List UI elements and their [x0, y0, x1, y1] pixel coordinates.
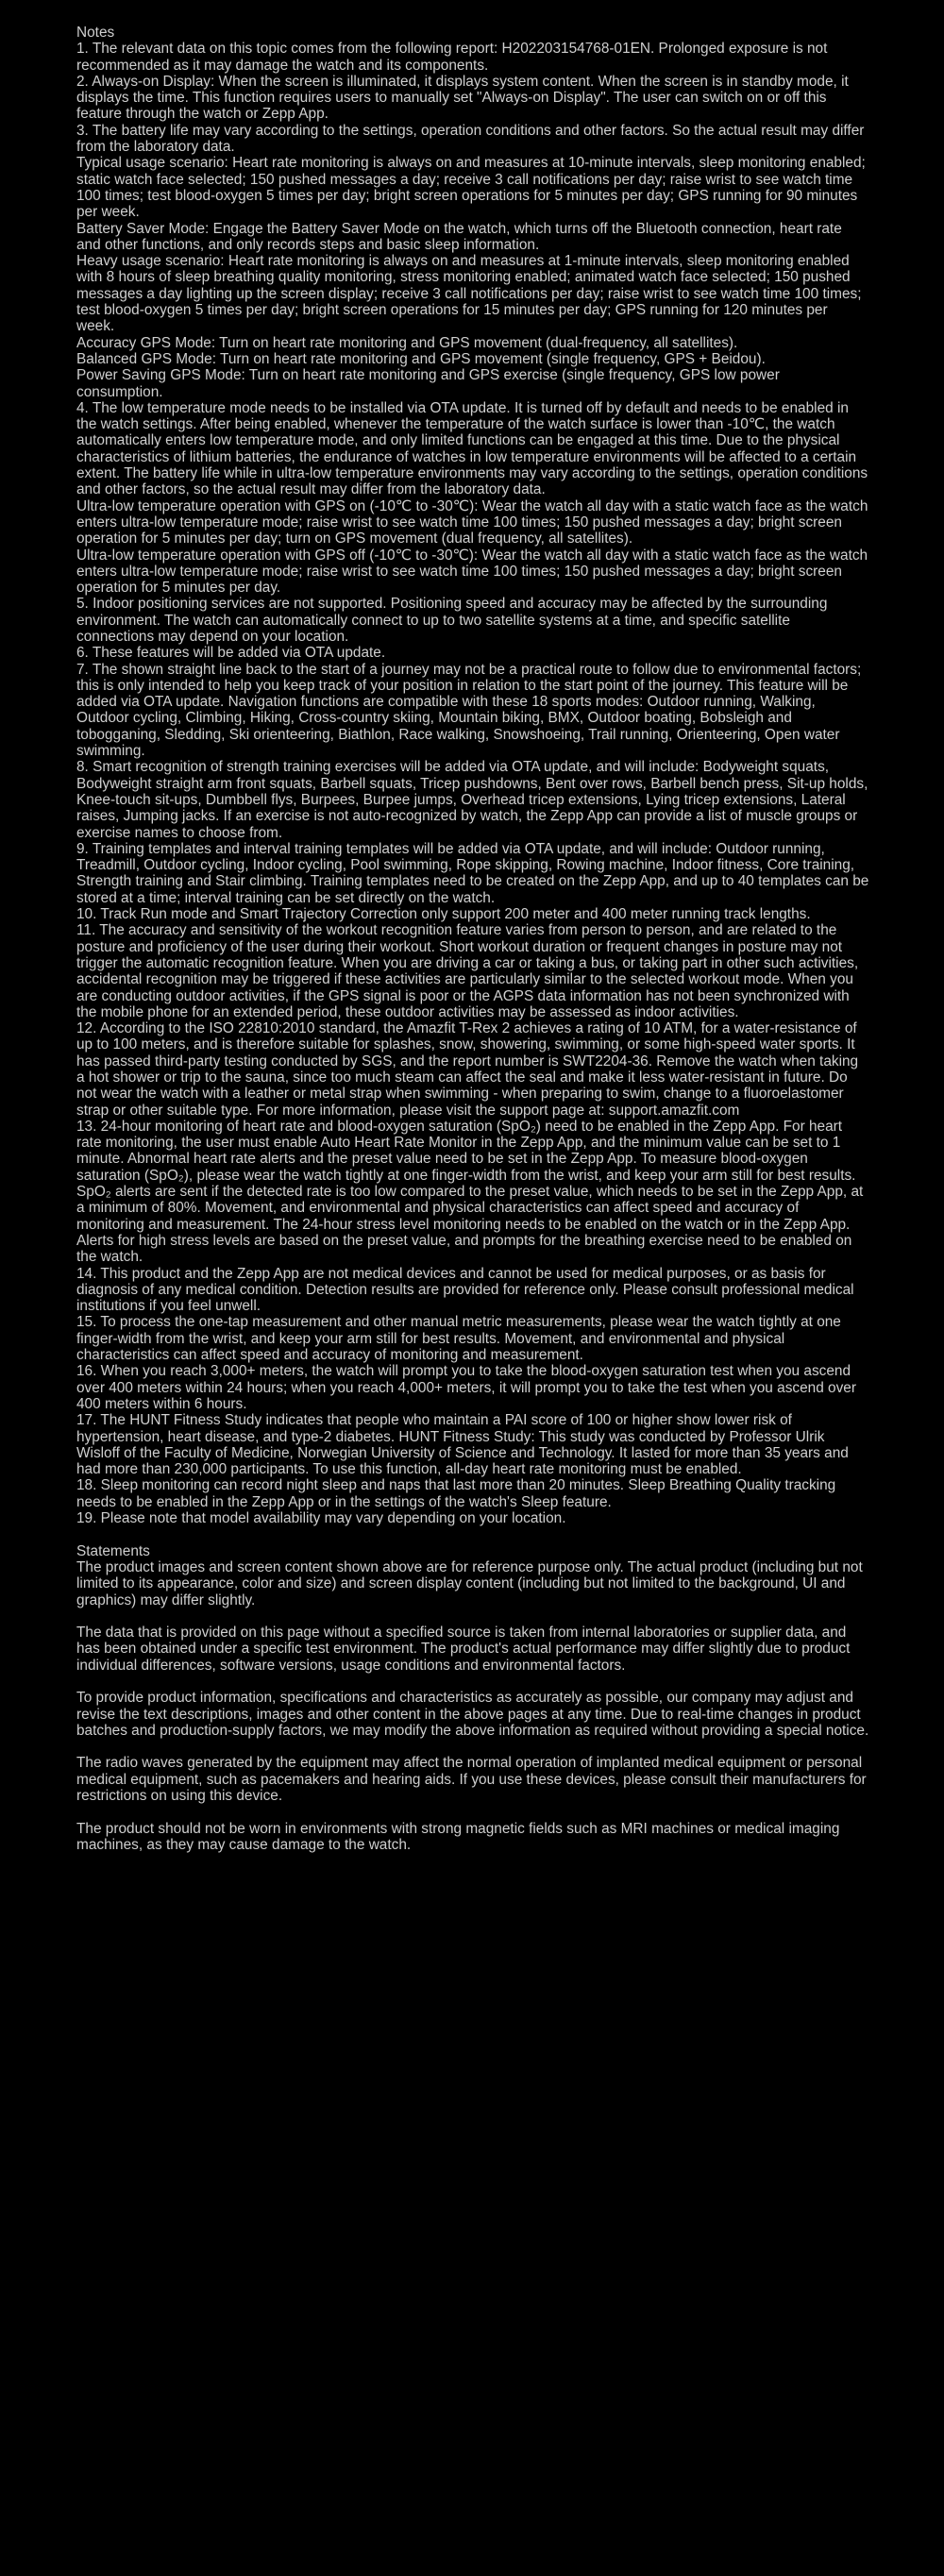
statement-1: The product images and screen content shown above are for reference purpose only. The actual product (including but not limited to its appearance, color and size) and screen display content (including but not limited to the background, UI and graphics) may differ slightly. [76, 1558, 863, 1608]
note-heavy-usage: Heavy usage scenario: Heart rate monitoring is always on and measures at 1-minute intervals, sleep monitoring enabled with 8 hours of sleep breathing quality monitoring, stress monitoring enabled; animated watch face selected; 150 pushed messages a day lighting up the screen display; receive 3 call notifications per day; raise wrist to see watch time 100 times; test blood-oxygen 5 times per day; bright screen operations for 15 minutes per day; GPS running for 120 minutes per week. [76, 253, 862, 335]
note-battery-saver: Battery Saver Mode: Engage the Battery Saver Mode on the watch, which turns off the Bluetooth connection, heart rate and other functions, and only records steps and basic sleep information. [76, 220, 842, 253]
note-7: 7. The shown straight line back to the start of a journey may not be a practical route to follow due to environmental factors; this is only intended to help you keep track of your position in relation to the start point of the journey. This feature will be added via OTA update. Navigation functions are compatible with these 18 sports modes: Outdoor running, Walking, Outdoor cycling, Climbing, Hiking, Cross-country skiing, Mountain biking, BMX, Outdoor boating, Bobsleigh and tobogganing, Sledding, Ski orienteering, Biathlon, Race walking, Snowshoeing, Trail running, Orienteering, Open water swimming. [76, 661, 862, 760]
paragraph-spacer [76, 1804, 869, 1820]
note-power-saving-gps: Power Saving GPS Mode: Turn on heart rate monitoring and GPS exercise (single frequency, GPS low power consumption. [76, 367, 780, 400]
note-typical-usage: Typical usage scenario: Heart rate monitoring is always on and measures at 10-minute intervals, sleep monitoring enabled; static watch face selected; 150 pushed messages a day; receive 3 call notifications per day; raise wrist to see watch time 100 times; test blood-oxygen 5 times per day; bright screen operations for 5 minutes per day; GPS running for 90 minutes per week. [76, 155, 866, 221]
note-ultra-low-gps-on: Ultra-low temperature operation with GPS on (-10℃ to -30℃): Wear the watch all day with a static watch face as the watch enters ultra-low temperature mode; raise wrist to see watch time 100 times; 150 pushed messages a day; bright screen operation for 5 minutes per day; turn on GPS movement (dual frequency, all satellites). [76, 497, 868, 547]
note-15: 15. To process the one-tap measurement and other manual metric measurements, please wear the watch tightly at one finger-width from the wrist, and keep your arm still for best results. Movement, and environmental and physical characteristics can affect speed and accuracy of monitoring and measurement. [76, 1314, 841, 1364]
note-3: 3. The battery life may vary according to the settings, operation conditions and other factors. So the actual result may differ from the laboratory data. [76, 122, 865, 156]
note-2: 2. Always-on Display: When the screen is illuminated, it displays system content. When the screen is in standby mode, it displays the time. This function requires users to manually set "Always-on Display". The user can switch on or off this feature through the watch or Zepp App. [76, 73, 849, 123]
note-14: 14. This product and the Zepp App are not medical devices and cannot be used for medical purposes, or as basis for diagnosis of any medical condition. Detection results are provided for reference only. Please consult professional medical institutions if you feel unwell. [76, 1265, 854, 1315]
note-13: 13. 24-hour monitoring of heart rate and blood-oxygen saturation (SpO₂) need to be enabled in the Zepp App. For heart rate monitoring, the user must enable Auto Heart Rate Monitor in the Zepp App, and the minimum value can be set to 1 minute. Abnormal heart rate alerts and the preset value need to be set in the Zepp App. To measure blood-oxygen saturation (SpO₂), please wear the watch tightly at one finger-width from the wrist, and keep your arm still for best results. SpO₂ alerts are sent if the detected rate is too low compared to the preset value, which needs to be set in the Zepp App, at a minimum of 80%. Movement, and environmental and physical characteristics can affect speed and accuracy of monitoring and measurement. The 24-hour stress level monitoring needs to be enabled on the watch or in the Zepp App. Alerts for high stress levels are based on the preset value, and prompts for the breathing exercise need to be enabled on the watch. [76, 1118, 864, 1266]
note-1: 1. The relevant data on this topic comes from the following report: H202203154768-01EN. Prolonged exposure is not recommended as it may damage the watch and its components. [76, 41, 828, 74]
note-balanced-gps: Balanced GPS Mode: Turn on heart rate monitoring and GPS movement (single frequency, GPS + Beidou). [76, 350, 766, 367]
paragraph-spacer [76, 1608, 869, 1625]
note-6: 6. These features will be added via OTA update. [76, 645, 386, 662]
notes-section [76, 25, 869, 1526]
note-8: 8. Smart recognition of strength training exercises will be added via OTA update, and will include: Bodyweight squats, Bodyweight straight arm front squats, Barbell squats, Tricep pushdowns, Bent over rows, Barbell bench press, Sit-up holds, Knee-touch sit-ups, Dumbbell flys, Burpees, Burpee jumps, Overhead tricep extensions, Lying tricep extensions, Lateral raises, Jumping jacks. If an exercise is not auto-recognized by watch, the Zepp App can provide a list of muscle groups or exercise names to choose from. [76, 759, 868, 841]
statements-section [76, 1543, 869, 1854]
note-4: 4. The low temperature mode needs to be installed via OTA update. It is turned off by default and needs to be enabled in the watch settings. After being enabled, whenever the temperature of the watch surface is lower than -10℃, the watch automatically enters low temperature mode, and only limited functions can be engaged at this time. Due to the physical characteristics of lithium batteries, the endurance of watches in low temperature environments will be affected to a certain extent. The battery life while in ultra-low temperature environments may vary according to the settings, operation conditions and other factors, so the actual result may differ from the laboratory data. [76, 399, 868, 498]
paragraph-spacer [76, 1674, 869, 1690]
paragraph-spacer [76, 1739, 869, 1755]
note-10: 10. Track Run mode and Smart Trajectory Correction only support 200 meter and 400 meter running track lengths. [76, 906, 811, 923]
note-5: 5. Indoor positioning services are not supported. Positioning speed and accuracy may be affected by the surrounding environment. The watch can automatically connect to up to two satellite systems at a time, and specific satellite connections may depend on your location. [76, 596, 828, 645]
note-accuracy-gps: Accuracy GPS Mode: Turn on heart rate monitoring and GPS movement (dual-frequency, all satellites). [76, 334, 738, 351]
note-12: 12. According to the ISO 22810:2010 standard, the Amazfit T-Rex 2 achieves a rating of 10 ATM, for a water-resistance of up to 100 meters, and is therefore suitable for splashes, snow, showering, swimming, or some high-speed water sports. It has passed third-party testing conducted by SGS, and the report number is SWT2204-36. Remove the watch when taking a hot shower or trip to the sauna, since too much steam can affect the seal and make it less water-resistant in future. Do not wear the watch with a leather or metal strap when swimming - when preparing to swim, change to a fluoroelastomer strap or other suitable type. For more information, please visit the support page at: support.amazfit.com [76, 1020, 859, 1119]
note-19: 19. Please note that model availability may vary depending on your location. [76, 1510, 566, 1527]
note-17: 17. The HUNT Fitness Study indicates that people who maintain a PAI score of 100 or higher show lower risk of hypertension, heart disease, and type-2 diabetes. HUNT Fitness Study: This study was conducted by Professor Ulrik Wisloff of the Faculty of Medicine, Norwegian University of Science and Technology. It lasted for more than 35 years and had more than 230,000 participants. To use this function, all-day heart rate monitoring must be enabled. [76, 1412, 849, 1478]
notes-heading: Notes [76, 25, 115, 41]
notes-document [76, 25, 869, 1853]
statements-heading: Statements [76, 1542, 150, 1559]
statement-5: The product should not be worn in environments with strong magnetic fields such as MRI machines or medical imaging machines, as they may cause damage to the watch. [76, 1820, 840, 1853]
note-ultra-low-gps-off: Ultra-low temperature operation with GPS off (-10℃ to -30℃): Wear the watch all day with a static watch face as the watch enters ultra-low temperature mode; raise wrist to see watch time 100 times; 150 pushed messages a day; bright screen operation for 5 minutes per day. [76, 547, 868, 597]
section-spacer [76, 1526, 869, 1542]
statement-2: The data that is provided on this page without a specified source is taken from internal laboratories or supplier data, and has been obtained under a specific test environment. The product's actual performance may differ slightly due to product individual differences, software versions, usage conditions and environmental factors. [76, 1625, 851, 1674]
note-9: 9. Training templates and interval training templates will be added via OTA update, and will include: Outdoor running, Treadmill, Outdoor cycling, Indoor cycling, Pool swimming, Rope skipping, Rowing machine, Indoor fitness, Core training, Strength training and Stair climbing. Training templates need to be created on the Zepp App, and up to 40 templates can be stored at a time; interval training can be set directly on the watch. [76, 840, 869, 906]
note-16: 16. When you reach 3,000+ meters, the watch will prompt you to take the blood-oxygen saturation test when you ascend over 400 meters within 24 hours; when you reach 4,000+ meters, it will prompt you to take the test when you ascend over 400 meters within 6 hours. [76, 1363, 856, 1412]
statement-4: The radio waves generated by the equipment may affect the normal operation of implanted medical equipment or personal medical equipment, such as pacemakers and hearing aids. If you use these devices, please consult their manufacturers for restrictions on using this device. [76, 1755, 867, 1805]
note-11: 11. The accuracy and sensitivity of the workout recognition feature varies from person to person, and are related to the posture and proficiency of the user during their workout. Short workout duration or frequent changes in posture may not trigger the automatic recognition feature. When you are driving a car or taking a bus, or taking part in other such activities, accidental recognition may be triggered if these activities are particularly similar to the selected workout mode. When you are conducting outdoor activities, if the GPS signal is poor or the AGPS data information has not been synchronized with the mobile phone for an extended period, these outdoor activities may be assessed as indoor activities. [76, 922, 859, 1020]
statement-3: To provide product information, specifications and characteristics as accurately as possible, our company may adjust and revise the text descriptions, images and other content in the above pages at any time. Due to real-time changes in product batches and production-supply factors, we may modify the above information as required without providing a special notice. [76, 1690, 869, 1739]
note-18: 18. Sleep monitoring can record night sleep and naps that last more than 20 minutes. Sleep Breathing Quality tracking needs to be enabled in the Zepp App or in the settings of the watch's Sleep feature. [76, 1477, 836, 1510]
